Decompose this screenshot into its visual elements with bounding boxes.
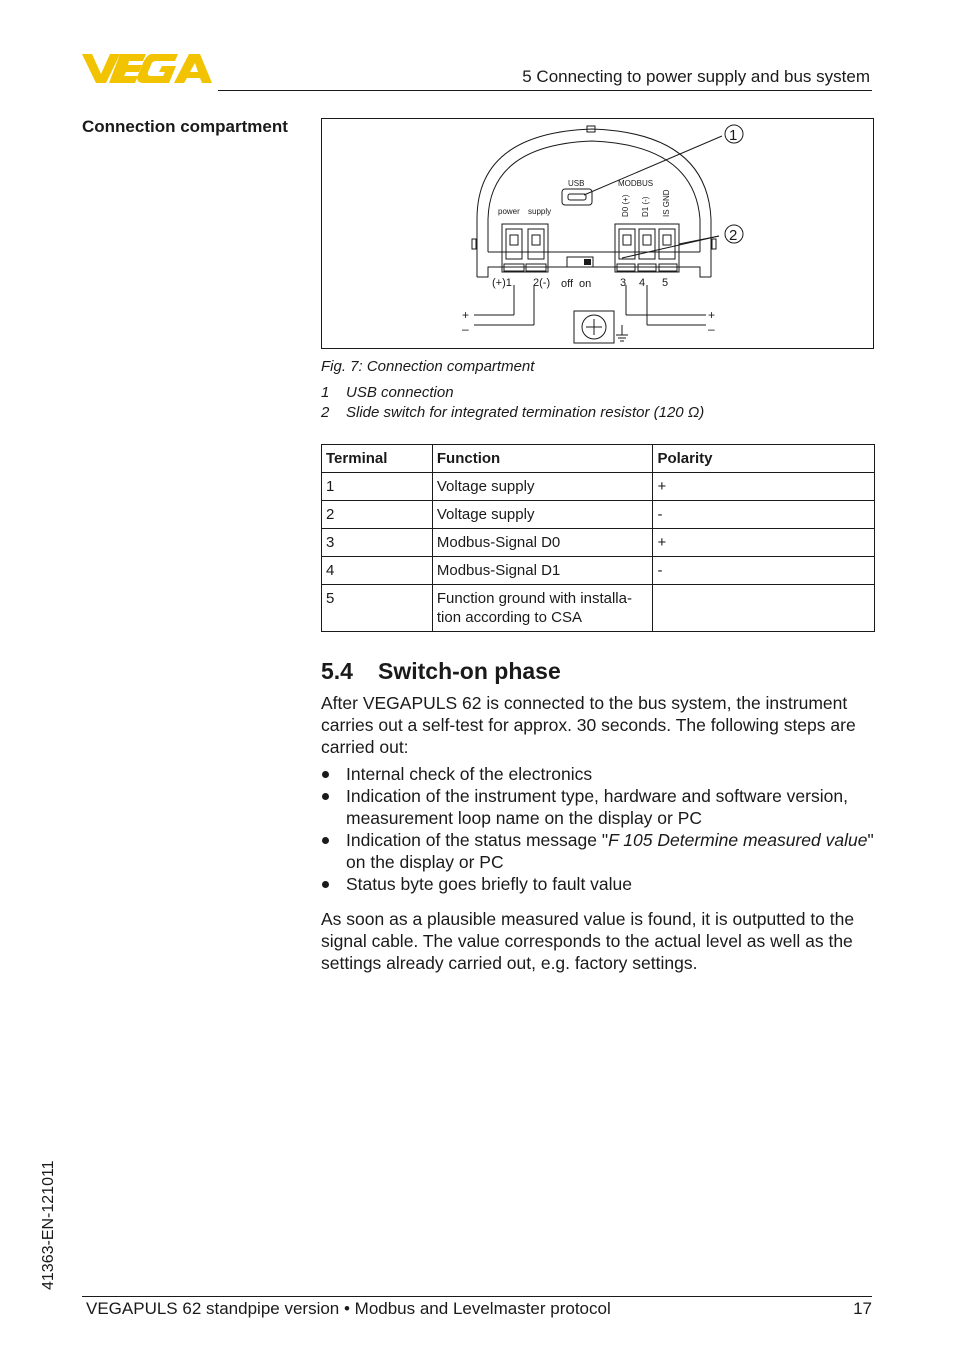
label-supply: supply bbox=[528, 207, 552, 216]
table-row: 5 Function ground with installa- tion according to CSA bbox=[322, 585, 875, 632]
intro-paragraph: After VEGAPULS 62 is connected to the bus system, the instrument carries out a self-test for approx. 30 seconds. The following steps are carried out: bbox=[321, 693, 856, 757]
section-number: 5.4 bbox=[321, 658, 353, 684]
vega-logo bbox=[82, 52, 212, 84]
label-switch-on: on bbox=[579, 278, 592, 290]
figure-caption: Fig. 7: Connection compartment bbox=[321, 358, 535, 375]
header-section-title: 5 Connecting to power supply and bus system bbox=[522, 67, 870, 86]
figure-legend bbox=[321, 384, 704, 423]
callout-1: 1 bbox=[729, 127, 738, 144]
terminal-table bbox=[321, 444, 875, 632]
label-terminal-2: 2(-) bbox=[533, 277, 551, 289]
table-row: 4 Modbus-Signal D1 - bbox=[322, 557, 875, 585]
label-right-plus: + bbox=[708, 308, 716, 322]
modbus-terminal-block bbox=[615, 224, 679, 272]
step-list bbox=[321, 763, 877, 895]
label-terminal-3: 3 bbox=[620, 277, 627, 289]
list-item: Status byte goes briefly to fault value bbox=[321, 873, 877, 895]
footer-rule bbox=[82, 1296, 872, 1297]
label-usb: USB bbox=[568, 179, 585, 188]
table-header-row bbox=[322, 445, 875, 473]
table-row: 1 Voltage supply + bbox=[322, 473, 875, 501]
callout-2: 2 bbox=[729, 227, 738, 244]
label-modbus: MODBUS bbox=[618, 179, 654, 188]
label-is-gnd: IS GND bbox=[662, 189, 671, 217]
connection-diagram bbox=[322, 119, 873, 348]
label-terminal-4: 4 bbox=[639, 277, 646, 289]
header-function: Function bbox=[432, 445, 653, 473]
label-right-minus: – bbox=[708, 322, 715, 336]
footer-title: VEGAPULS 62 standpipe version • Modbus and Levelmaster protocol bbox=[86, 1299, 611, 1318]
list-item: Internal check of the electronics bbox=[321, 763, 877, 785]
connection-compartment-figure bbox=[321, 118, 874, 349]
label-left-plus: + bbox=[462, 308, 470, 322]
section-heading bbox=[321, 658, 561, 685]
sidebar-label: Connection compartment bbox=[82, 117, 288, 136]
table-row: 3 Modbus-Signal D0 + bbox=[322, 529, 875, 557]
table-row: 2 Voltage supply - bbox=[322, 501, 875, 529]
label-terminal-5: 5 bbox=[662, 277, 669, 289]
label-power: power bbox=[498, 207, 520, 216]
label-d1: D1 (-) bbox=[641, 196, 650, 217]
closing-paragraph: As soon as a plausible measured value is found, it is outputted to the signal cable. The value corresponds to the actual level as well as the settings already carried out, e.g. factory settings. bbox=[321, 909, 855, 973]
list-item: Indication of the instrument type, hardware and software version, measurement loop name on the display or PC bbox=[321, 785, 877, 829]
document-id: 41363-EN-121011 bbox=[40, 1160, 57, 1290]
page-number: 17 bbox=[853, 1299, 872, 1318]
label-d0: D0 (+) bbox=[621, 194, 630, 217]
list-item: Indication of the status message "F 105 Determine measured value" on the display or PC bbox=[321, 829, 877, 873]
header-terminal: Terminal bbox=[322, 445, 433, 473]
legend-item: 1 USB connection bbox=[321, 384, 454, 401]
legend-item: 2 Slide switch for integrated termination resistor (120 Ω) bbox=[321, 403, 705, 421]
usb-connector bbox=[562, 189, 592, 205]
housing-outline bbox=[477, 129, 711, 277]
header-rule bbox=[218, 90, 872, 91]
label-left-minus: – bbox=[462, 322, 469, 336]
section-title: Switch-on phase bbox=[378, 658, 561, 684]
label-switch-off: off bbox=[561, 278, 574, 290]
header-polarity: Polarity bbox=[653, 445, 875, 473]
power-terminal-block bbox=[502, 224, 548, 272]
label-terminal-1: (+)1 bbox=[492, 277, 512, 289]
